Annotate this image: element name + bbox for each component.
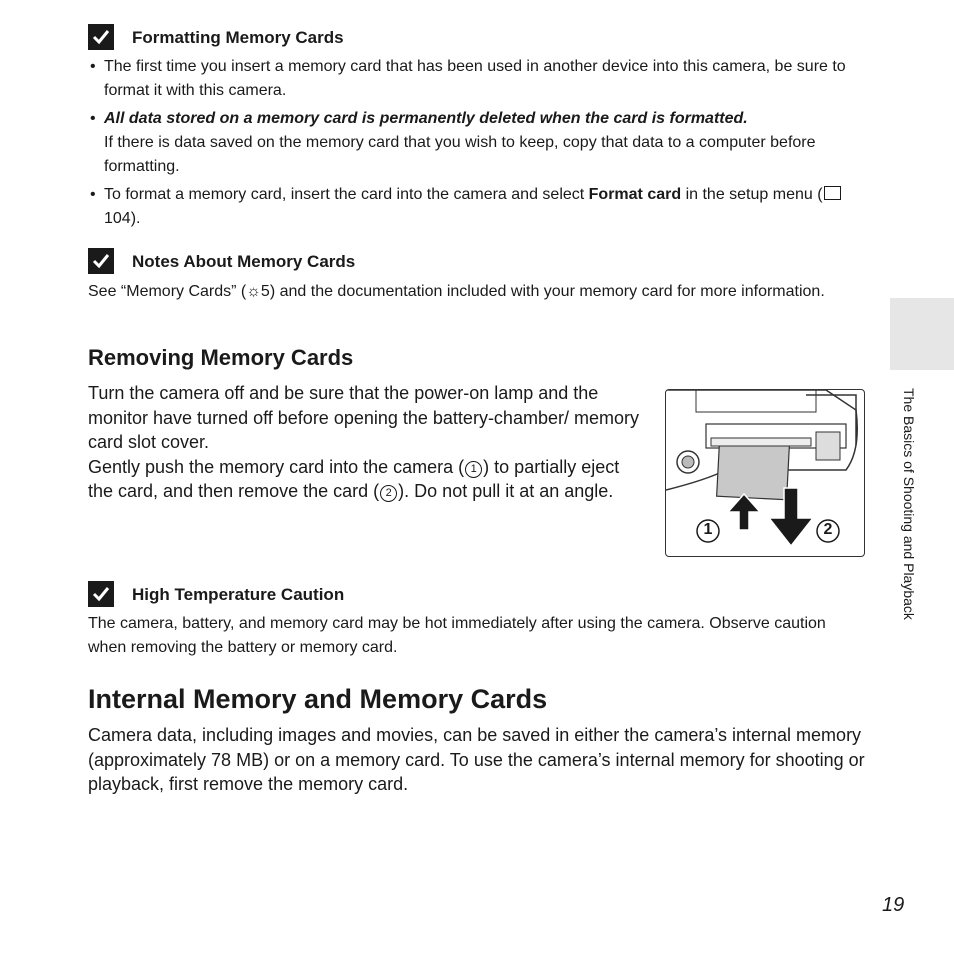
note-check-icon: [88, 581, 114, 607]
page-ref[interactable]: 104: [104, 210, 131, 227]
menu-item-ref: Format card: [588, 186, 682, 203]
note-title-formatting: Formatting Memory Cards: [132, 28, 344, 47]
step-number: 1: [465, 461, 482, 478]
temperature-text: The camera, battery, and memory card may be hot immediately after using the camera. Observe caution when removing the battery or memory card.: [88, 615, 826, 656]
note-title-temperature: High Temperature Caution: [132, 585, 345, 604]
card-removal-figure: [665, 389, 865, 557]
bullet-item: • The first time you insert a memory card that has been used in another device into this camera, be sure to format it with this camera.: [88, 55, 868, 103]
figure-label-2: 2: [823, 521, 833, 538]
book-icon: [824, 186, 841, 200]
note-title-notes: Notes About Memory Cards: [132, 252, 356, 271]
formatting-bullets: [88, 55, 868, 235]
bullet-item: • All data stored on a memory card is permanently deleted when the card is formatted. If there is data saved on the memory card that you wish to keep, copy that data to a computer before formatting.: [88, 107, 868, 179]
page-ref[interactable]: 5: [260, 283, 270, 300]
bullet-item: • To format a memory card, insert the card into the camera and select Format card in the setup menu (104).: [88, 183, 868, 231]
section-heading-internal: Internal Memory and Memory Cards: [88, 684, 548, 714]
chapter-label: The Basics of Shooting and Playback: [901, 388, 917, 620]
note-check-icon: [88, 248, 114, 274]
settings-ref-icon: ☼: [246, 283, 261, 300]
internal-text: Camera data, including images and movies, can be saved in either the camera’s internal memory (approximately 78 MB) or on a memory card. To use the camera’s internal memory for shooting or playback, first remove the memory card.: [88, 725, 865, 794]
note-check-icon: [88, 24, 114, 50]
chapter-tab: [890, 298, 954, 370]
step-number: 2: [380, 485, 397, 502]
section-heading-removing: Removing Memory Cards: [88, 345, 354, 370]
figure-label-1: 1: [703, 521, 713, 538]
notes-text: See “Memory Cards” (☼5) and the documentation included with your memory card for more information.: [88, 283, 825, 300]
removing-text: Turn the camera off and be sure that the power-on lamp and the monitor have turned off before opening the battery-chamber/ memory card slot cover. Gently push the memory card into the camera ( 1 ) to partially eject the card, and then remove the card ( 2 ). Do not pull it at an angle.: [88, 383, 639, 501]
page-number: 19: [882, 894, 905, 916]
warning-text: All data stored on a memory card is permanently deleted when the card is formatted.: [104, 110, 748, 127]
